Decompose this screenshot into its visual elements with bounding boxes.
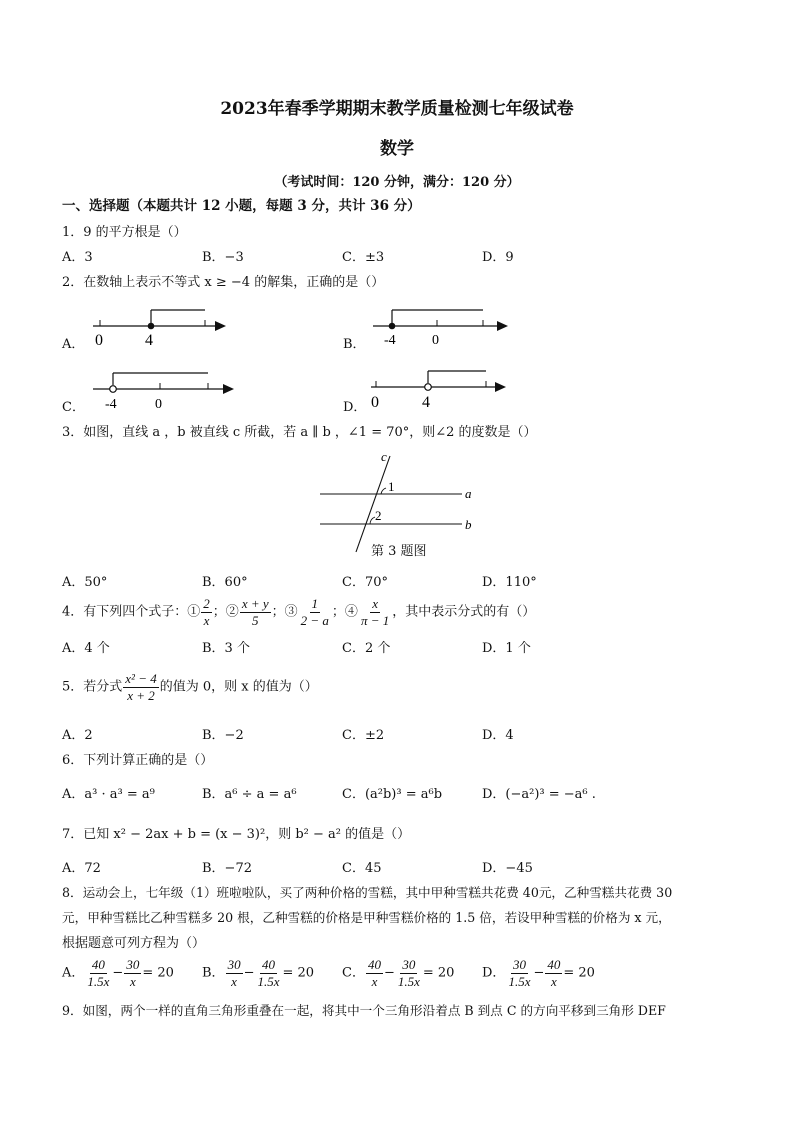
- q7-stem: 7．已知 x² − 2ax + b = (x − 3)²，则 b² − a² 的值是（）: [62, 827, 411, 842]
- q2-c-tick-0: 0: [155, 397, 162, 412]
- q7-option-a: A．72: [62, 861, 101, 876]
- q4-mark-3: ；③: [271, 604, 298, 620]
- q3-label-2: 2: [375, 508, 382, 523]
- exam-info: （考试时间：120 分钟，满分：120 分）: [274, 175, 520, 190]
- q4-fraction-4: $\frac{x}{\pi - 1}$: [360, 596, 390, 628]
- q4-mark-2: ；②: [212, 604, 239, 620]
- q7-option-d: D．−45: [482, 861, 533, 876]
- q3-label-b: b: [465, 517, 472, 532]
- q2-label-c: C．: [62, 400, 85, 415]
- q2-numberline-a: [88, 300, 238, 350]
- q2-d-tick-4: 4: [422, 394, 430, 411]
- q2-numberline-d: [368, 363, 518, 413]
- q3-option-d: D．110°: [482, 575, 537, 590]
- q3-label-a: a: [465, 486, 472, 501]
- q6-stem: 6．下列计算正确的是（）: [62, 753, 214, 768]
- q1-stem: 1．9 的平方根是（）: [62, 225, 187, 240]
- q8-option-a: A． $\frac{40}{1.5x}$ − $\frac{30}{x}$ = 20: [62, 957, 174, 989]
- q2-numberline-b: [370, 300, 520, 350]
- q2-d-tick-0: 0: [371, 394, 379, 411]
- q2-numberline-c: [88, 365, 238, 415]
- q8-line-2: 元，甲种雪糕比乙种雪糕多 20 根，乙种雪糕的价格是甲种雪糕价格的 1.5 倍，若设甲种雪糕的价格为 x 元，: [62, 910, 671, 925]
- q6-option-d: D．(−a²)³ = −a⁶ .: [482, 787, 596, 802]
- q4-option-b: B．3 个: [202, 641, 250, 656]
- q4-fraction-1: $\frac{2}{x}$: [203, 596, 210, 628]
- q5-suffix: 的值为 0，则 x 的值为（）: [159, 679, 318, 695]
- q7-option-c: C．45: [342, 861, 382, 876]
- q5-stem: [62, 672, 318, 702]
- q4-mark-4: ；④: [331, 604, 358, 620]
- subject-title: 数学: [380, 139, 414, 159]
- q8-line-3: 根据题意可列方程为（）: [62, 936, 206, 951]
- q5-option-a: A．2: [62, 728, 93, 743]
- q5-option-b: B．−2: [202, 728, 244, 743]
- q4-fraction-3: $\frac{1}{2 - a}$: [300, 596, 329, 628]
- q8-option-d: D． $\frac{30}{1.5x}$ − $\frac{40}{x}$ = 20: [482, 957, 595, 989]
- q7-option-b: B．−72: [202, 861, 252, 876]
- q8-line-1: 8．运动会上，七年级（1）班啦啦队，买了两种价格的雪糕，其中甲种雪糕共花费 40元，乙种雪糕共花费 30: [62, 885, 673, 900]
- q4-mark-1: ①: [187, 604, 201, 620]
- q3-option-b: B．60°: [202, 575, 248, 590]
- exam-title: 2023年春季学期期末教学质量检测七年级试卷: [220, 99, 574, 119]
- q4-option-c: C．2 个: [342, 641, 391, 656]
- q6-option-c: C．(a²b)³ = a⁶b: [342, 787, 443, 802]
- q3-label-c: c: [381, 449, 387, 464]
- q2-c-tick-neg4: -4: [105, 397, 117, 412]
- q2-stem: 2．在数轴上表示不等式 x ≥ −4 的解集，正确的是（）: [62, 275, 385, 290]
- q2-b-tick-neg4: -4: [384, 333, 396, 348]
- q3-label-1: 1: [388, 479, 395, 494]
- q2-b-tick-0: 0: [432, 333, 439, 348]
- q3-caption: 第 3 题图: [371, 544, 427, 559]
- q4-stem: [62, 597, 535, 627]
- q3-option-a: A．50°: [62, 575, 108, 590]
- q8-option-b: B． $\frac{30}{x}$ − $\frac{40}{1.5x}$ = 20: [202, 957, 315, 989]
- q2-label-a: A．: [62, 337, 85, 352]
- q2-a-tick-0: 0: [95, 332, 103, 349]
- q4-prefix: 4．有下列四个式子：: [62, 604, 188, 620]
- q3-stem: 3．如图，直线 a ，b 被直线 c 所截，若 a ∥ b ，∠1 = 70°，则∠2 的度数是（）: [62, 425, 537, 440]
- q9-stem: 9．如图，两个一样的直角三角形重叠在一起，将其中一个三角形沿着点 B 到点 C 的方向平移到三角形 DEF: [62, 1003, 666, 1018]
- q4-option-a: A．4 个: [62, 641, 110, 656]
- q4-option-d: D．1 个: [482, 641, 531, 656]
- q4-suffix: ，其中表示分式的有（）: [392, 604, 536, 620]
- q2-label-b: B．: [343, 337, 366, 352]
- q1-option-b: B．−3: [202, 250, 244, 265]
- q5-option-c: C．±2: [342, 728, 385, 743]
- q1-option-c: C．±3: [342, 250, 385, 265]
- q8-option-c: C． $\frac{40}{x}$ − $\frac{30}{1.5x}$ = 20: [342, 957, 455, 989]
- q4-fraction-2: $\frac{x + y}{5}$: [241, 596, 269, 628]
- q1-option-d: D．9: [482, 250, 514, 265]
- q2-a-tick-4: 4: [145, 332, 153, 349]
- section-title: 一、选择题（本题共计 12 小题，每题 3 分，共计 36 分）: [62, 198, 421, 214]
- q5-prefix: 5．若分式: [62, 679, 123, 695]
- q6-option-a: A．a³ · a³ = a⁹: [62, 787, 155, 802]
- q6-option-b: B．a⁶ ÷ a = a⁶: [202, 787, 297, 802]
- q5-fraction: $\frac{\text{x² − 4}}{x + 2}$: [125, 671, 157, 703]
- q2-label-d: D．: [343, 400, 367, 415]
- q5-option-d: D．4: [482, 728, 514, 743]
- q1-option-a: A．3: [62, 250, 93, 265]
- q3-option-c: C．70°: [342, 575, 388, 590]
